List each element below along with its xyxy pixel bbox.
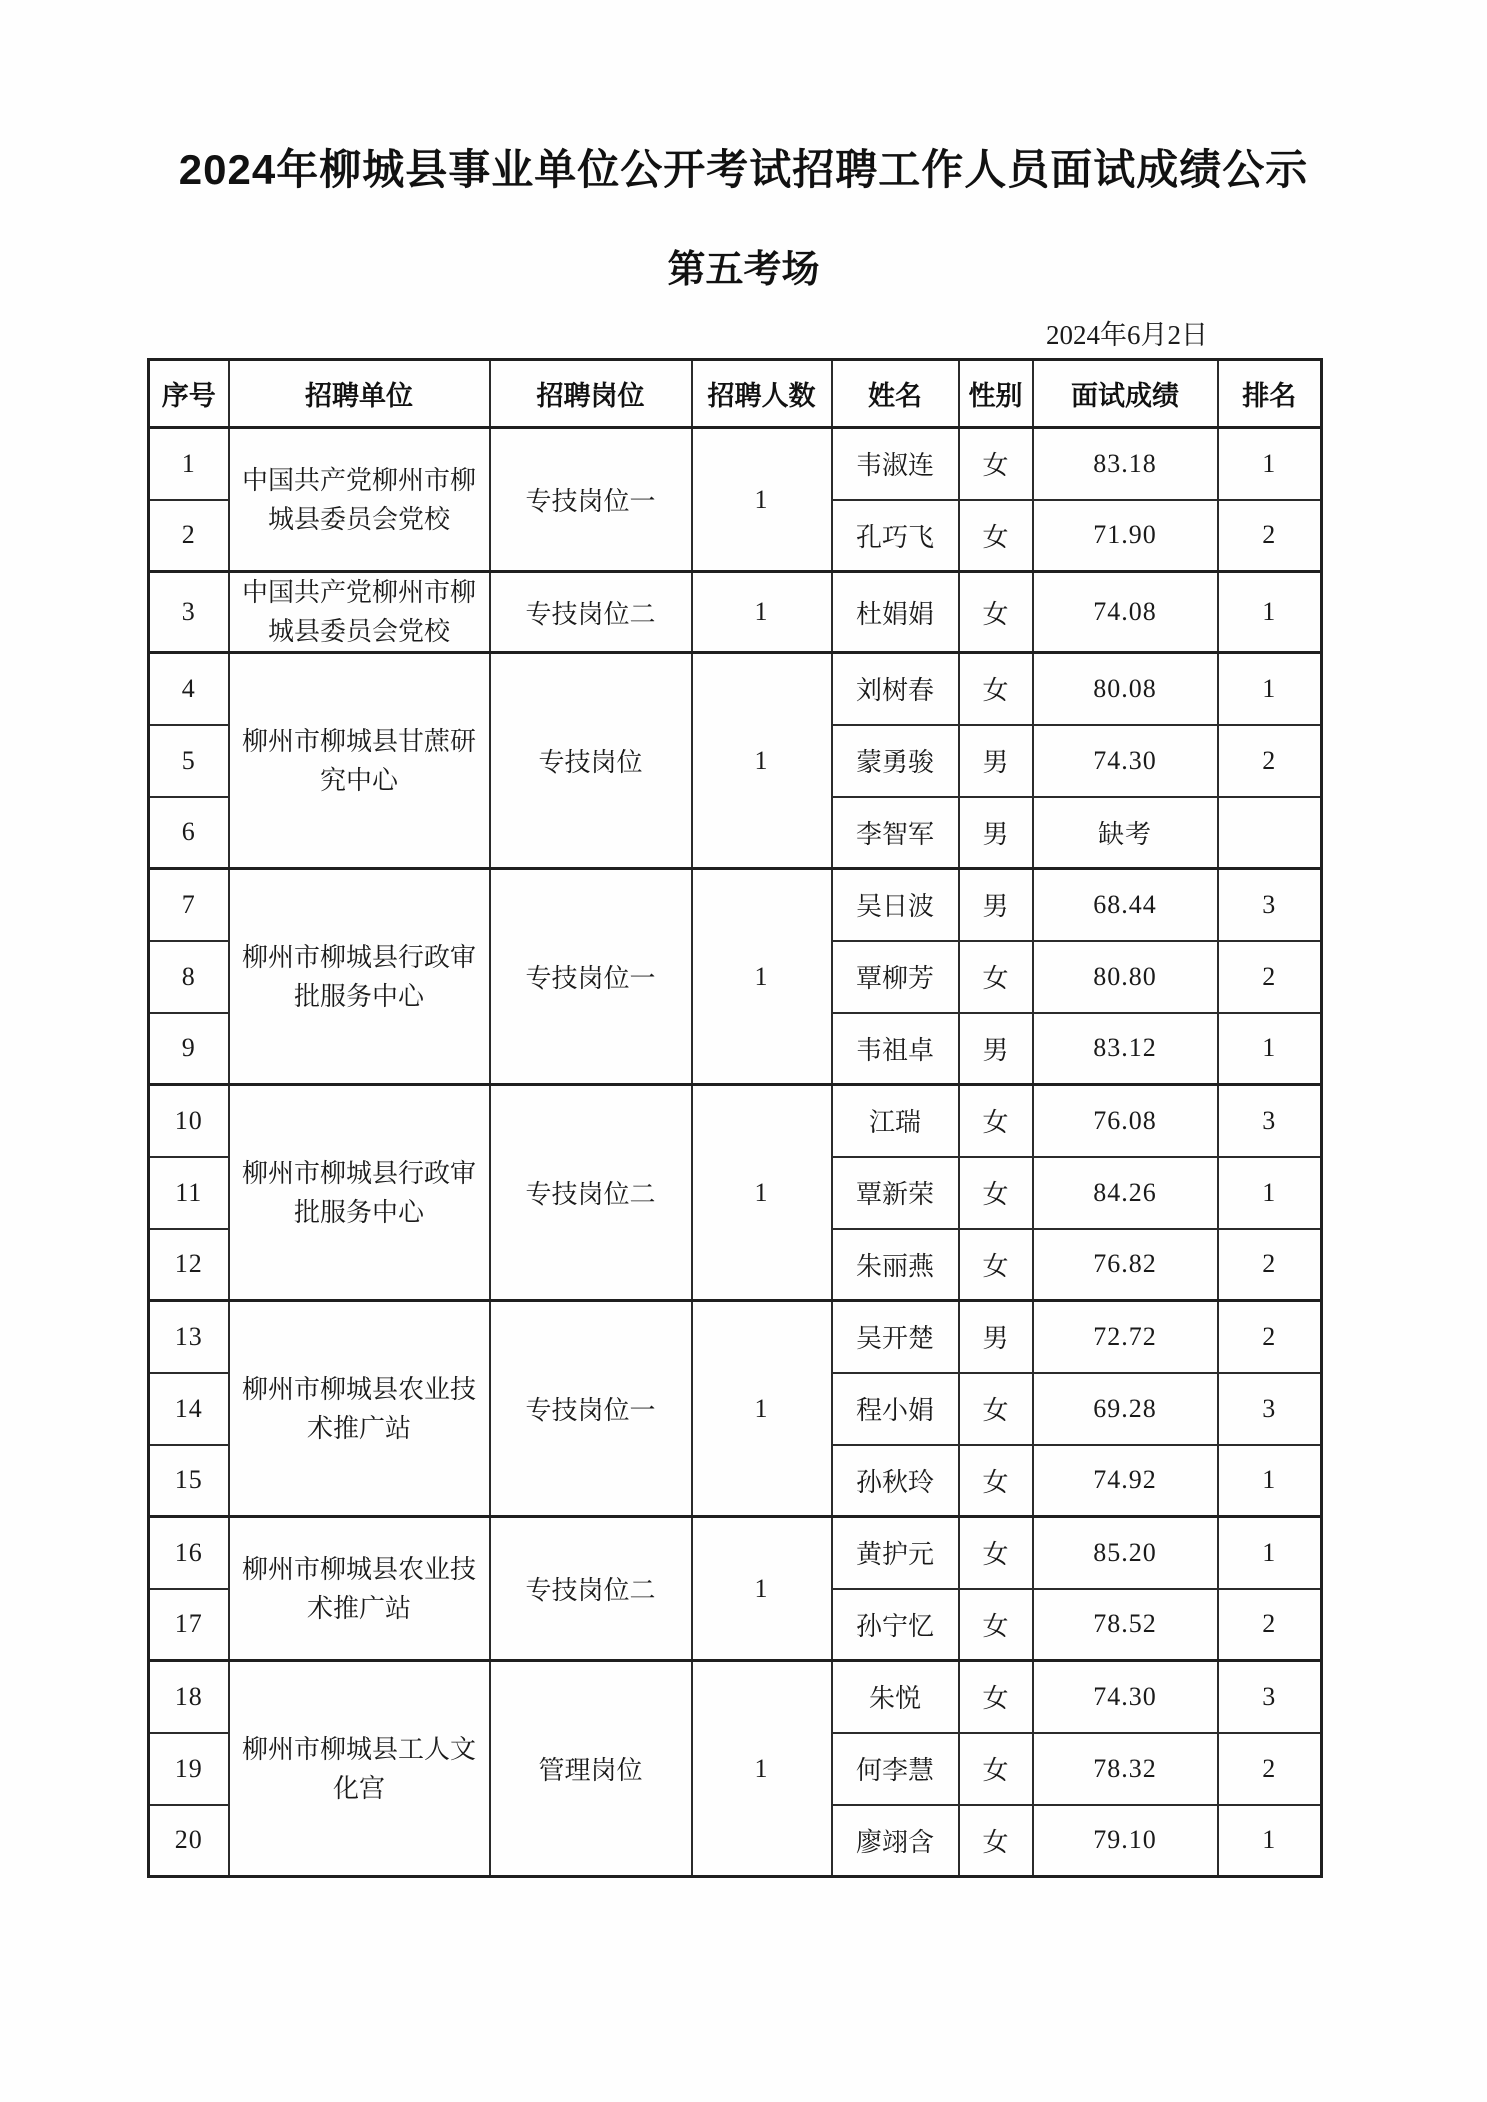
rank-cell: 2 [1218,725,1322,797]
position-cell: 专技岗位一 [490,869,692,1085]
gender-cell: 女 [959,1661,1033,1733]
name-cell: 覃柳芳 [832,941,959,1013]
serial-cell: 6 [149,797,229,869]
table-row [149,653,1322,725]
name-cell: 覃新荣 [832,1157,959,1229]
name-cell: 孔巧飞 [832,500,959,572]
gender-cell: 女 [959,1733,1033,1805]
unit-cell: 柳州市柳城县行政审批服务中心 [229,1085,490,1301]
name-cell: 刘树春 [832,653,959,725]
openings-cell: 1 [692,572,832,653]
table-row [149,1085,1322,1157]
serial-cell: 15 [149,1445,229,1517]
score-cell: 80.80 [1033,941,1218,1013]
serial-cell: 19 [149,1733,229,1805]
gender-cell: 女 [959,572,1033,653]
unit-cell: 中国共产党柳州市柳城县委员会党校 [229,428,490,572]
column-header-5: 性别 [959,360,1033,428]
name-cell: 韦淑连 [832,428,959,500]
openings-cell: 1 [692,1517,832,1661]
score-cell: 76.82 [1033,1229,1218,1301]
score-cell: 76.08 [1033,1085,1218,1157]
rank-cell [1218,797,1322,869]
table-row [149,572,1322,653]
table-row [149,428,1322,500]
score-cell: 80.08 [1033,653,1218,725]
column-header-3: 招聘人数 [692,360,832,428]
serial-cell: 11 [149,1157,229,1229]
gender-cell: 男 [959,1301,1033,1373]
score-cell: 85.20 [1033,1517,1218,1589]
rank-cell: 2 [1218,1301,1322,1373]
rank-cell: 1 [1218,1517,1322,1589]
score-cell: 74.92 [1033,1445,1218,1517]
serial-cell: 16 [149,1517,229,1589]
column-header-4: 姓名 [832,360,959,428]
serial-cell: 14 [149,1373,229,1445]
serial-cell: 12 [149,1229,229,1301]
rank-cell: 1 [1218,572,1322,653]
serial-cell: 1 [149,428,229,500]
gender-cell: 男 [959,1013,1033,1085]
rank-cell: 1 [1218,1445,1322,1517]
rank-cell: 1 [1218,653,1322,725]
score-cell: 缺考 [1033,797,1218,869]
openings-cell: 1 [692,869,832,1085]
name-cell: 程小娟 [832,1373,959,1445]
unit-cell: 柳州市柳城县农业技术推广站 [229,1301,490,1517]
column-header-1: 招聘单位 [229,360,490,428]
gender-cell: 女 [959,500,1033,572]
position-cell: 管理岗位 [490,1661,692,1877]
rank-cell: 2 [1218,500,1322,572]
score-cell: 72.72 [1033,1301,1218,1373]
page-title: 2024年柳城县事业单位公开考试招聘工作人员面试成绩公示 [178,146,1309,193]
score-cell: 84.26 [1033,1157,1218,1229]
unit-cell: 柳州市柳城县农业技术推广站 [229,1517,490,1661]
rank-cell: 3 [1218,1085,1322,1157]
serial-cell: 2 [149,500,229,572]
gender-cell: 女 [959,1157,1033,1229]
position-cell: 专技岗位二 [490,1517,692,1661]
gender-cell: 女 [959,1517,1033,1589]
rank-cell: 1 [1218,428,1322,500]
rank-cell: 1 [1218,1157,1322,1229]
serial-cell: 10 [149,1085,229,1157]
score-cell: 74.30 [1033,725,1218,797]
name-cell: 廖翊含 [832,1805,959,1877]
rank-cell: 1 [1218,1805,1322,1877]
rank-cell: 1 [1218,1013,1322,1085]
unit-cell: 柳州市柳城县工人文化宫 [229,1661,490,1877]
gender-cell: 女 [959,1085,1033,1157]
score-cell: 68.44 [1033,869,1218,941]
gender-cell: 女 [959,1805,1033,1877]
score-cell: 78.32 [1033,1733,1218,1805]
serial-cell: 20 [149,1805,229,1877]
name-cell: 吴开楚 [832,1301,959,1373]
unit-cell: 中国共产党柳州市柳城县委员会党校 [229,572,490,653]
gender-cell: 女 [959,1445,1033,1517]
table-row [149,1301,1322,1373]
score-cell: 79.10 [1033,1805,1218,1877]
name-cell: 蒙勇骏 [832,725,959,797]
name-cell: 杜娟娟 [832,572,959,653]
column-header-2: 招聘岗位 [490,360,692,428]
unit-cell: 柳州市柳城县甘蔗研究中心 [229,653,490,869]
column-header-0: 序号 [149,360,229,428]
serial-cell: 18 [149,1661,229,1733]
serial-cell: 13 [149,1301,229,1373]
openings-cell: 1 [692,653,832,869]
gender-cell: 男 [959,797,1033,869]
name-cell: 朱悦 [832,1661,959,1733]
gender-cell: 女 [959,428,1033,500]
name-cell: 朱丽燕 [832,1229,959,1301]
rank-cell: 3 [1218,1661,1322,1733]
rank-cell: 2 [1218,1589,1322,1661]
serial-cell: 5 [149,725,229,797]
openings-cell: 1 [692,1301,832,1517]
column-header-6: 面试成绩 [1033,360,1218,428]
page-subtitle: 第五考场 [667,249,820,292]
date-label: 2024年6月2日 [1046,320,1208,351]
name-cell: 孙宁忆 [832,1589,959,1661]
score-cell: 69.28 [1033,1373,1218,1445]
gender-cell: 男 [959,725,1033,797]
rank-cell: 2 [1218,1229,1322,1301]
rank-cell: 2 [1218,941,1322,1013]
table-row [149,1661,1322,1733]
table-body [149,428,1322,1877]
name-cell: 孙秋玲 [832,1445,959,1517]
table-row [149,869,1322,941]
gender-cell: 女 [959,1373,1033,1445]
openings-cell: 1 [692,1661,832,1877]
gender-cell: 女 [959,653,1033,725]
column-header-7: 排名 [1218,360,1322,428]
name-cell: 韦祖卓 [832,1013,959,1085]
serial-cell: 4 [149,653,229,725]
rank-cell: 3 [1218,869,1322,941]
table-row [149,1517,1322,1589]
position-cell: 专技岗位 [490,653,692,869]
score-cell: 78.52 [1033,1589,1218,1661]
name-cell: 吴日波 [832,869,959,941]
gender-cell: 女 [959,941,1033,1013]
serial-cell: 8 [149,941,229,1013]
name-cell: 李智军 [832,797,959,869]
serial-cell: 9 [149,1013,229,1085]
gender-cell: 女 [959,1589,1033,1661]
openings-cell: 1 [692,1085,832,1301]
position-cell: 专技岗位一 [490,428,692,572]
name-cell: 何李慧 [832,1733,959,1805]
serial-cell: 3 [149,572,229,653]
table-header-row [149,360,1322,428]
results-table [147,358,1323,1878]
score-cell: 71.90 [1033,500,1218,572]
openings-cell: 1 [692,428,832,572]
rank-cell: 2 [1218,1733,1322,1805]
score-cell: 74.30 [1033,1661,1218,1733]
rank-cell: 3 [1218,1373,1322,1445]
gender-cell: 女 [959,1229,1033,1301]
name-cell: 黄护元 [832,1517,959,1589]
serial-cell: 17 [149,1589,229,1661]
position-cell: 专技岗位二 [490,1085,692,1301]
serial-cell: 7 [149,869,229,941]
position-cell: 专技岗位一 [490,1301,692,1517]
unit-cell: 柳州市柳城县行政审批服务中心 [229,869,490,1085]
position-cell: 专技岗位二 [490,572,692,653]
score-cell: 74.08 [1033,572,1218,653]
name-cell: 江瑞 [832,1085,959,1157]
score-cell: 83.12 [1033,1013,1218,1085]
gender-cell: 男 [959,869,1033,941]
score-cell: 83.18 [1033,428,1218,500]
